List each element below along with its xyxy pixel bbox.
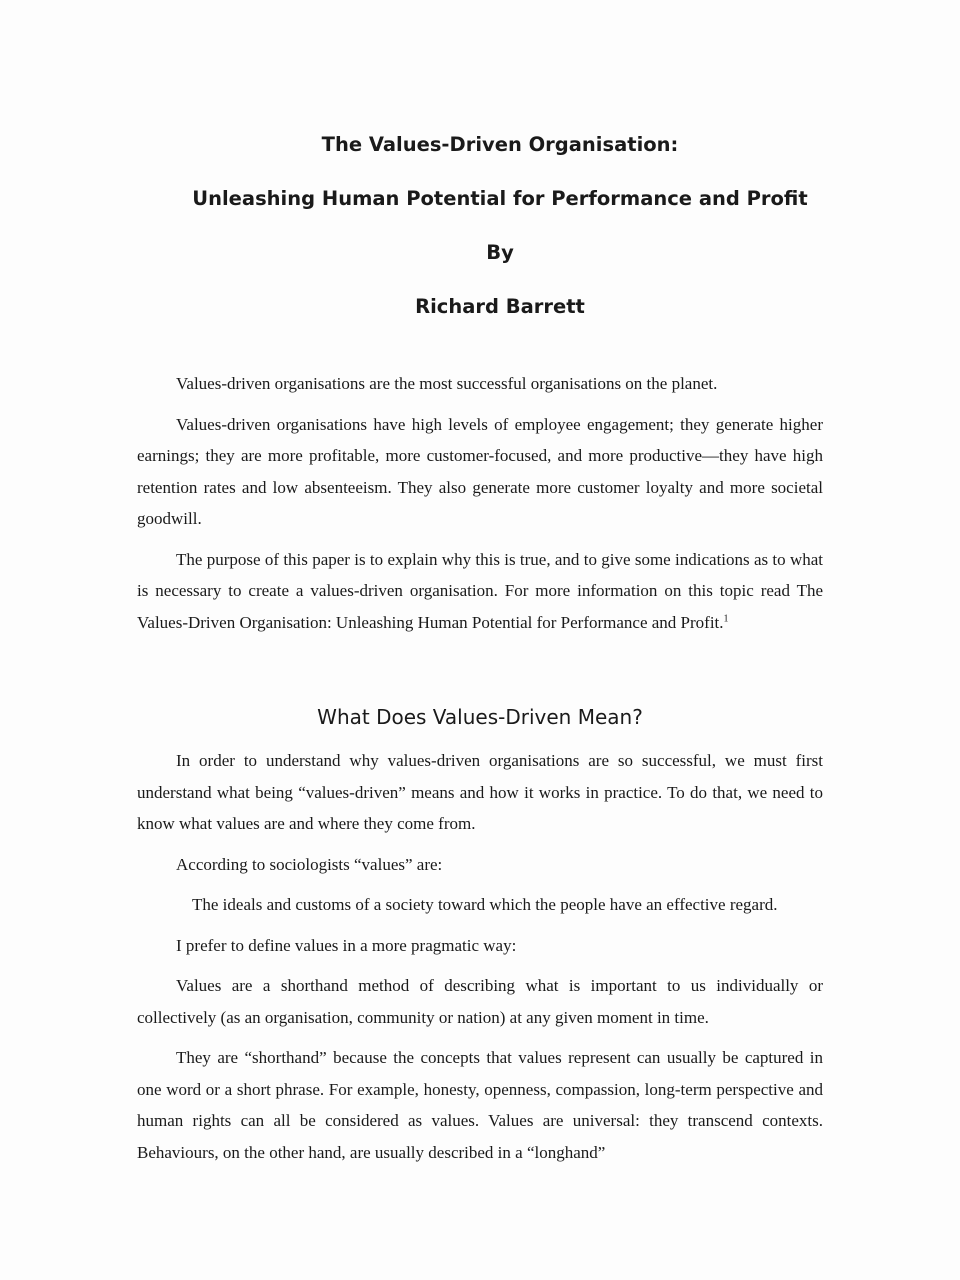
author-name: Richard Barrett <box>415 295 585 318</box>
title-block <box>0 118 960 334</box>
section-heading: What Does Values-Driven Mean? <box>317 705 643 729</box>
section-paragraph-4: Values are a shorthand method of describing what is important to us individually or collectively (as an organisation, community or nation) at any given moment in time. <box>137 976 823 1027</box>
intro-paragraph-2: Values-driven organisations have high levels of employee engagement; they generate higher earnings; they are more profitable, more customer-focused, and more productive—they have high retention rates and low absenteeism. They also generate more customer loyalty and more societal goodwill. <box>137 414 823 528</box>
section-paragraph-3: I prefer to define values in a more pragmatic way: <box>176 935 517 955</box>
intro-paragraph-1: Values-driven organisations are the most successful organisations on the planet. <box>176 374 718 393</box>
intro-paragraph-3-text: The purpose of this paper is to explain why this is true, and to give some indications as to what is necessary to create a values-driven organisation. For more information on this topic read The Values-Driven Organisation: Unleashing Human Potential for Performance and Profit. <box>137 549 823 632</box>
intro-paragraph-3 <box>137 544 823 639</box>
title-line-1: The Values-Driven Organisation: <box>321 133 679 156</box>
by-label: By <box>486 241 514 264</box>
section-paragraph-1: In order to understand why values-driven organisations are so successful, we must first understand what being “values-driven” means and how it works in practice. To do that, we need to know what values are and where they come from. <box>137 751 823 833</box>
intro-section <box>137 368 823 638</box>
title-line-2: Unleashing Human Potential for Performance and Profit <box>192 187 808 210</box>
definition-quote: The ideals and customs of a society toward which the people have an effective regard. <box>192 895 778 914</box>
section-paragraph-2: According to sociologists “values” are: <box>176 854 443 874</box>
section-paragraph-5: They are “shorthand” because the concepts that values represent can usually be captured in one word or a short phrase. For example, honesty, openness, compassion, long-term perspective and human rights can all be considered as values. Values are universal: they transcend contexts. Behaviours, on the other hand, are usually described in a “longhand” <box>137 1048 823 1162</box>
footnote-reference[interactable]: 1 <box>723 612 729 624</box>
section-body <box>137 745 823 1168</box>
